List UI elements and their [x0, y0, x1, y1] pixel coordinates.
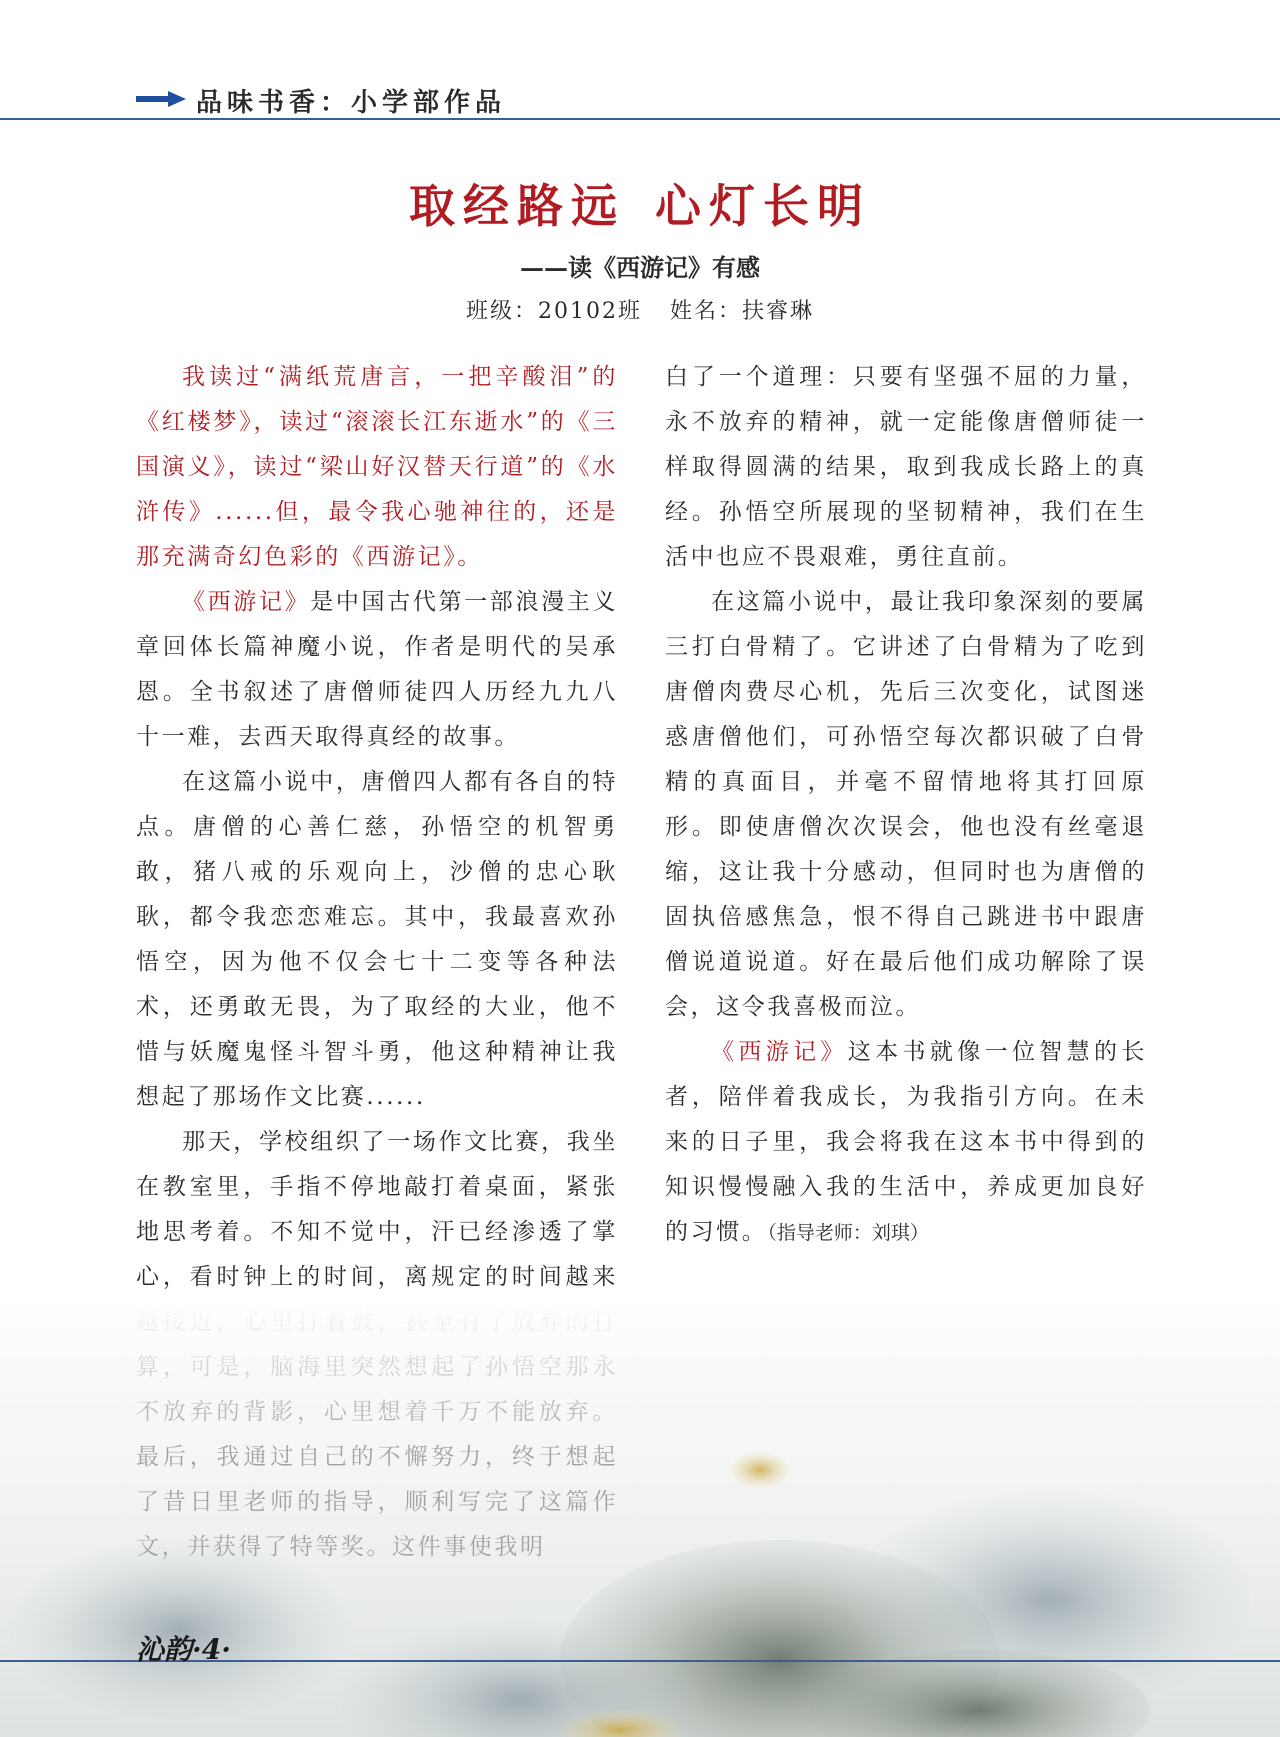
paragraph: 那天，学校组织了一场作文比赛，我坐在教室里，手指不停地敲打着桌面，紧张地思考着。不知不觉中，汗已经渗透了掌心，看时钟上的时间，离规定的时间越来 [136, 1129, 618, 1290]
byline [0, 294, 1280, 325]
paragraph [136, 580, 618, 760]
paragraph: 在这篇小说中，最让我印象深刻的要属三打白骨精了。它讲述了白骨精为了吃到唐僧肉费尽心机，先后三次变化，试图迷惑唐僧他们，可孙悟空每次都识破了白骨精的真面目，并毫不留情地将其打回原形。即使唐僧次次误会，他也没有丝毫退缩，这让我十分感动，但同时也为唐僧的固执倍感焦急，恨不得自己跳进书中跟唐僧说道说道。好在最后他们成功解除了误会，这令我喜极而泣。 [665, 589, 1147, 1020]
book-title: 《西游记》 [182, 589, 311, 615]
title-part-2: 心灯长明 [655, 179, 871, 233]
arrow-right-icon [136, 91, 186, 107]
paragraph [665, 1030, 1147, 1256]
paragraph-text: 这本书就像一位智慧的长者，陪伴着我成长，为我指引方向。在未来的日子里，我会将我在这本书中得到的知识慢慢融入我的生活中，养成更加良好的习惯。 [665, 1039, 1147, 1245]
paragraph-text: 是中国古代第一部浪漫主义章回体长篇神魔小说，作者是明代的吴承恩。全书叙述了唐僧师徒四人历经九九八十一难，去西天取得真经的故事。 [136, 589, 618, 750]
right-column [665, 355, 1147, 1256]
paragraph: 我读过“满纸荒唐言，一把辛酸泪”的《红楼梦》，读过“滚滚长江东逝水”的《三国演义》，读过“梁山好汉替天行道”的《水浒传》......但，最令我心驰神往的，还是那充满奇幻色彩的《西游记》。 [136, 364, 618, 570]
teacher-credit: （指导老师：刘琪） [767, 1222, 929, 1244]
paragraph: 白了一个道理：只要有坚强不屈的力量，永不放弃的精神，就一定能像唐僧师徒一样取得圆满的结果，取到我成长路上的真经。孙悟空所展现的坚韧精神，我们在生活中也应不畏艰难，勇往直前。 [665, 364, 1147, 570]
article-title [0, 170, 1280, 236]
title-part-1: 取经路远 [409, 179, 625, 233]
header-divider [0, 118, 1280, 120]
author-name: 姓名：扶睿琳 [669, 299, 814, 324]
class-label: 班级：20102班 [465, 299, 642, 324]
page-footer: 沁韵·4· [136, 1633, 231, 1666]
page-header [0, 0, 1280, 120]
article-subtitle: ——读《西游记》有感 [520, 253, 760, 282]
paragraph: 在这篇小说中，唐僧四人都有各自的特点。唐僧的心善仁慈，孙悟空的机智勇敢，猪八戒的乐观向上，沙僧的忠心耿耿，都令我恋恋难忘。其中，我最喜欢孙悟空，因为他不仅会七十二变等各种法术，还勇敢无畏，为了取经的大业，他不惜与妖魔鬼怪斗智斗勇，他这种精神让我想起了那场作文比赛...... [136, 769, 618, 1110]
book-title: 《西游记》 [711, 1039, 848, 1065]
lotus-watercolor-background [0, 1300, 1280, 1737]
section-title: 品味书香：小学部作品 [196, 88, 507, 118]
